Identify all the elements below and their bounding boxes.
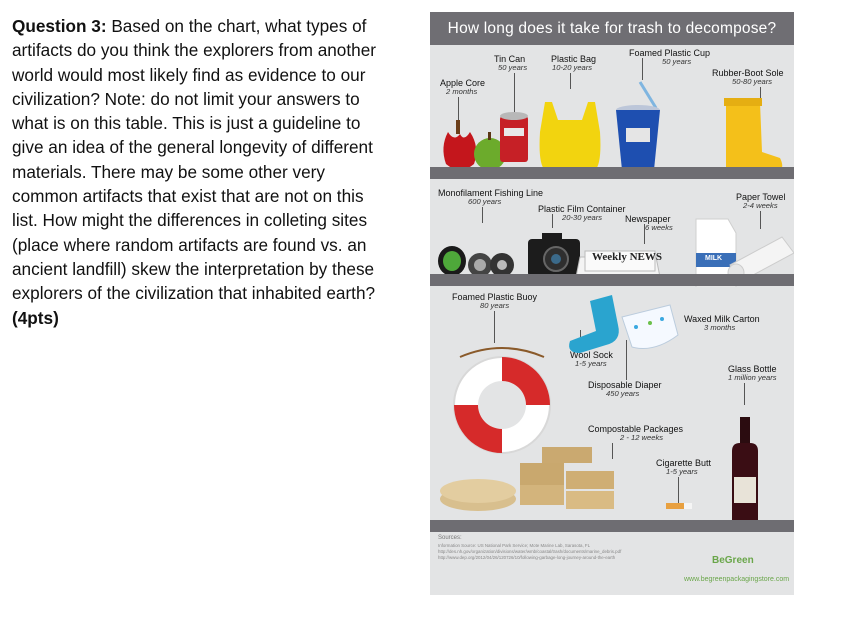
question-line: give an idea of the general longevity of different: [12, 137, 373, 158]
apple-core-label: Apple Core: [440, 78, 486, 88]
plastic-bag-label: Plastic Bag: [551, 54, 597, 64]
question-line: common artifacts that exist that are not on this: [12, 186, 364, 207]
fishing-spool-icon: [438, 246, 514, 277]
plastic-bag-icon: [540, 102, 601, 170]
rubber-boot-time: 50-80 years: [732, 77, 773, 86]
wool-sock-label: Wool Sock: [570, 350, 613, 360]
poster-title: How long does it take for trash to decompose?: [430, 12, 794, 45]
question-line: explorers of the civilization that inhabited earth?: [12, 283, 376, 304]
milk-label: MILK: [705, 255, 723, 262]
film-container-label: Plastic Film Container: [538, 204, 626, 214]
question-text: [12, 14, 422, 330]
tin-can-time: 50 years: [498, 63, 528, 72]
sources-label: Sources:: [438, 535, 462, 541]
cigarette-butt-icon: [666, 503, 692, 509]
source-line: http://des.nh.gov/organization/divisions/water/wmb/coastal/trash/documents/marine_debris.pdf: [438, 549, 622, 554]
cigarette-label: Cigarette Butt: [656, 458, 712, 468]
apple-core-icon: [443, 120, 476, 170]
glass-bottle-time: 1 million years: [728, 373, 777, 382]
fishing-line-label: Monofilament Fishing Line: [438, 188, 544, 198]
tin-can-icon: [500, 112, 528, 162]
diaper-icon: [622, 305, 678, 349]
camera-icon: [528, 233, 580, 277]
row1-artwork: [430, 72, 794, 182]
question-line: what is on this table. This is just a guideline to: [12, 113, 361, 134]
shelf-3: [430, 520, 794, 532]
milk-carton-label: Waxed Milk Carton: [684, 314, 760, 324]
diaper-time: 450 years: [606, 389, 640, 398]
diaper-label: Disposable Diaper: [588, 380, 662, 390]
newspaper-masthead: Weekly NEWS: [592, 251, 662, 263]
row3-artwork: [430, 287, 794, 527]
shelf-2: [430, 274, 794, 286]
question-line: Based on the chart, what types of: [106, 16, 367, 36]
compostable-time: 2 - 12 weeks: [620, 433, 664, 442]
newspaper-label: Newspaper: [625, 214, 671, 224]
wool-sock-icon: [569, 295, 619, 353]
foam-cup-time: 50 years: [662, 57, 692, 66]
buoy-label: Foamed Plastic Buoy: [452, 292, 538, 302]
question-line: ancient landfill) skew the interpretation by these: [12, 258, 375, 279]
question-line: list. How might the differences in colleting sites: [12, 210, 368, 231]
question-label: Question 3:: [12, 16, 107, 36]
compostable-label: Compostable Packages: [588, 424, 684, 434]
fishing-line-time: 600 years: [468, 197, 502, 206]
website-url: www.begreenpackagingstore.com: [684, 576, 790, 583]
shelf-1: [430, 167, 794, 179]
question-line: materials. There may be some other very: [12, 161, 326, 182]
question-points: (4pts): [12, 307, 59, 328]
source-line: http://www.dep.org/2012/04/26/120726/10/following-garbage-long-journey-around-the-earth: [438, 555, 616, 560]
rubber-boot-label: Rubber-Boot Sole: [712, 68, 784, 78]
rubber-boot-icon: [724, 98, 782, 172]
glass-bottle-label: Glass Bottle: [728, 364, 777, 374]
source-line: Information Source: US National Park Service; Mote Marine Lab, Sarasota, FL: [438, 543, 591, 548]
milk-carton-time: 3 months: [704, 323, 736, 332]
tin-can-label: Tin Can: [494, 54, 526, 64]
paper-towel-label: Paper Towel: [736, 192, 786, 202]
wool-sock-time: 1-5 years: [575, 359, 607, 368]
question-line: (place where random artifacts are found vs. an: [12, 234, 367, 255]
buoy-time: 80 years: [480, 301, 510, 310]
apple-core-time: 2 months: [446, 87, 478, 96]
brand-logo: BeGreen: [712, 555, 754, 566]
life-buoy-icon: [454, 348, 550, 453]
newspaper-time: 6 weeks: [645, 223, 673, 232]
question-line: civilization? Note: do not limit your answers to: [12, 88, 360, 109]
decomposition-infographic: [430, 12, 794, 595]
glass-bottle-icon: [732, 417, 758, 525]
plastic-bag-time: 10-20 years: [552, 63, 593, 72]
paper-towel-time: 2-4 weeks: [743, 201, 778, 210]
film-container-time: 20-30 years: [562, 213, 603, 222]
cigarette-time: 1-5 years: [666, 467, 698, 476]
foam-cup-icon: [616, 82, 660, 170]
foam-cup-label: Foamed Plastic Cup: [629, 48, 711, 58]
question-line: artifacts do you think the explorers from another: [12, 40, 376, 61]
question-line: world would most likely find as evidence to our: [12, 64, 366, 85]
compostable-packages-icon: [440, 447, 614, 511]
